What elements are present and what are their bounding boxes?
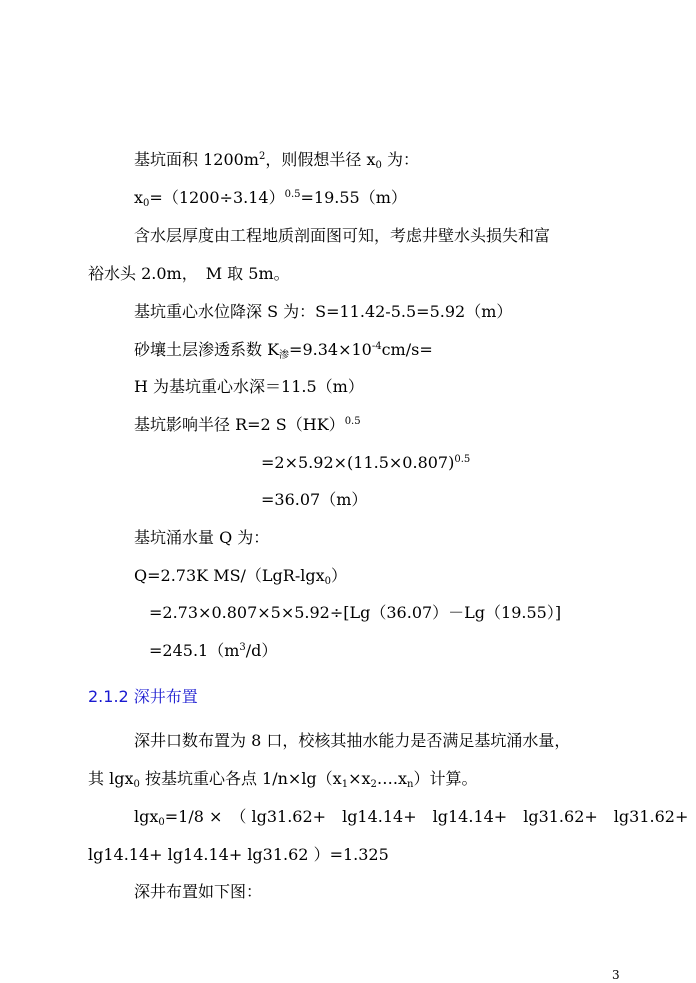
text-line: lg14.14+ lg14.14+ lg31.62 ）=1.325 [88,845,389,864]
text-line: 基坑重心水位降深 S 为：S=11.42-5.5=5.92（m） [134,302,513,321]
text-line: 基坑影响半径 R=2 S（HK）$^{0.5}$ [134,415,361,434]
section-heading: 2.1.2 深井布置 [88,687,198,706]
text-line: 砂壤土层渗透系数 $K_渗=9.34\times 10^{-4}cm/s=$ [134,340,433,361]
text-line: $=245.1(m^3/d)$ [149,641,278,660]
text-line: 基坑面积 $1200m^2$，则假想半径 $x_0$ 为： [134,150,419,171]
text-line: =36.07（m） [261,490,368,509]
text-line: Q=2.73K MS/（LgR-lgx$_0$） [134,566,348,587]
text-line: lgx$_0$=1/8 × （ lg31.62+ lg14.14+ lg14.14+ lg31.62+ lg31.62+ [134,807,689,828]
text-line: =2.73×0.807×5×5.92÷[Lg（36.07）－Lg（19.55）] [149,603,562,622]
text-line: 裕水头 2.0m， M 取 5m。 [88,264,290,283]
text-line: $=2\times 5.92\times(11.5\times 0.807)^{0.5}$ [261,453,471,472]
text-line: 深井布置如下图： [134,882,263,901]
text-line: 基坑涌水量 Q 为： [134,528,270,547]
text-line: 其 lgx$_0$ 按基坑重心各点 $1/n\times\lg(x_1\times x_2\dots.x_n)$计算。 [88,769,478,790]
text-line: 含水层厚度由工程地质剖面图可知，考虑井壁水头损失和富 [134,226,551,245]
text-line: 深井口数布置为 8 口，校核其抽水能力是否满足基坑涌水量， [134,731,571,750]
page-number: 3 [612,968,620,982]
text-line: $x_0=(1200\div 3.14)^{0.5}=19.55(m)$ [134,188,407,209]
text-line: H 为基坑重心水深＝11.5（m） [134,377,364,396]
